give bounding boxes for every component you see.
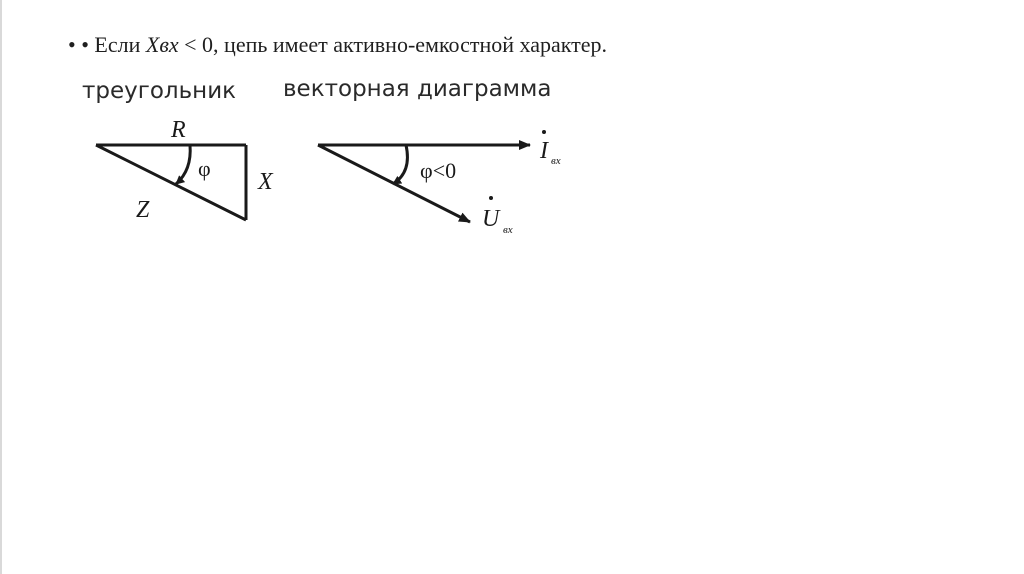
vector-label-phi: φ<0 bbox=[420, 158, 457, 183]
vector-diagram-caption: векторная диаграмма bbox=[283, 76, 552, 102]
impedance-figure bbox=[70, 70, 610, 250]
bullet-text-before: Если bbox=[94, 32, 141, 57]
triangle-label-x: X bbox=[258, 169, 273, 195]
current-label: I bbox=[540, 138, 548, 164]
triangle-side-z bbox=[96, 145, 246, 220]
triangle-angle-arc bbox=[176, 145, 190, 184]
voltage-label: U bbox=[482, 206, 500, 232]
bullet-text bbox=[68, 30, 607, 60]
triangle-label-r: R bbox=[171, 117, 186, 143]
slide-edge bbox=[0, 0, 2, 574]
impedance-triangle bbox=[96, 117, 274, 223]
vector-angle-arc bbox=[393, 145, 407, 184]
triangle-label-z: Z bbox=[136, 197, 150, 223]
voltage-subscript: вх bbox=[503, 224, 513, 236]
impedance-diagram bbox=[70, 70, 610, 250]
bullet-text-after: < 0, цепь имеет активно-емкостной характер. bbox=[184, 32, 608, 57]
vector-diagram bbox=[318, 130, 561, 236]
current-dot bbox=[542, 130, 546, 134]
bullet-variable: Xвх bbox=[145, 32, 179, 57]
triangle-caption: треугольник bbox=[82, 78, 237, 104]
voltage-dot bbox=[489, 196, 493, 200]
current-subscript: вх bbox=[551, 155, 561, 167]
bullet-marker: • • bbox=[68, 32, 89, 57]
triangle-label-phi: φ bbox=[198, 156, 211, 181]
